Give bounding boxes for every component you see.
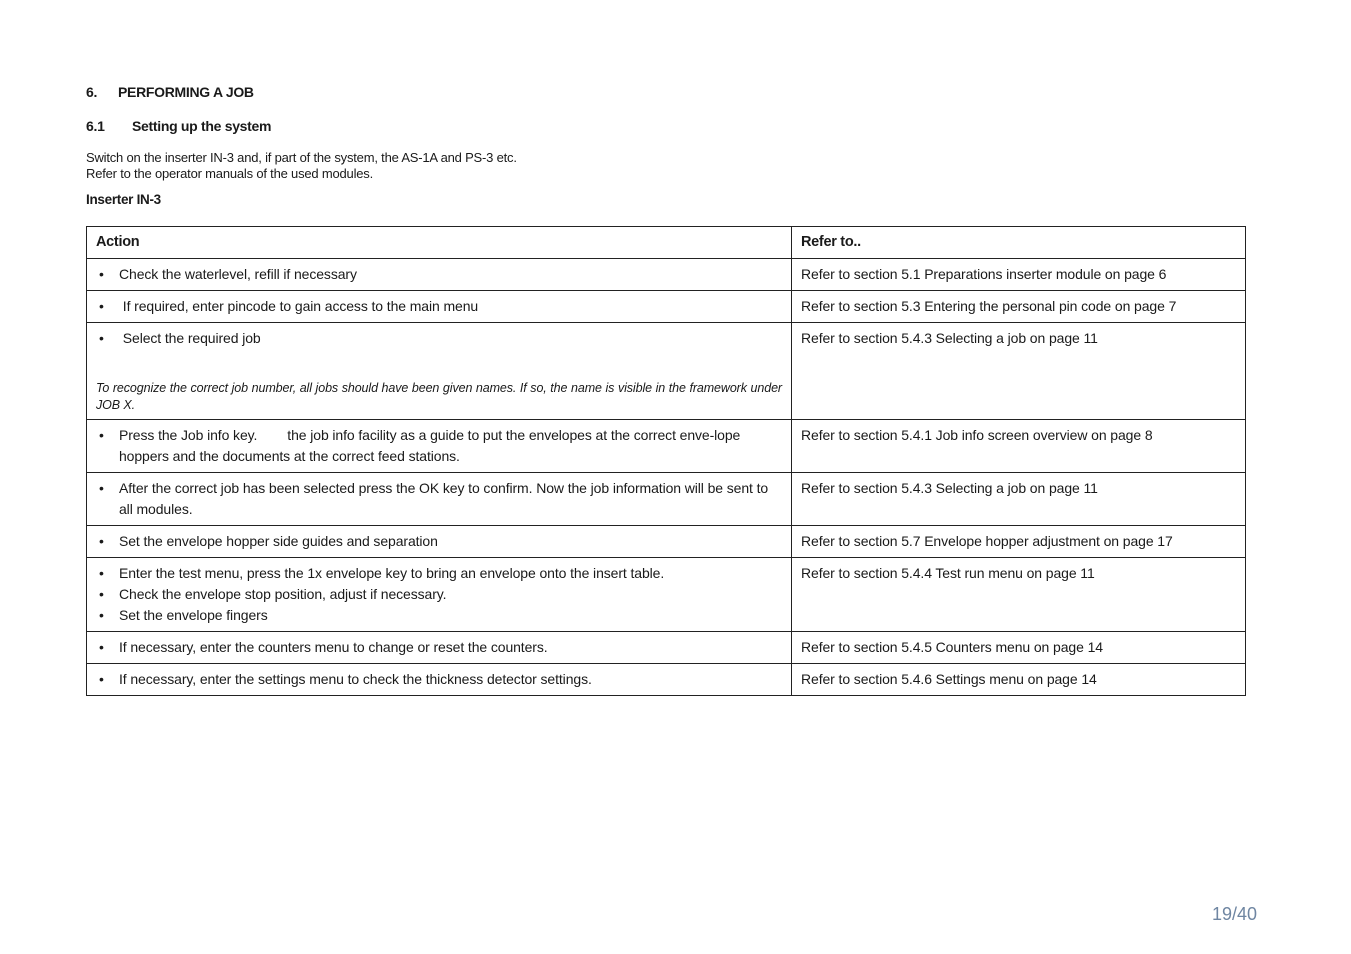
refer-cell: Refer to section 5.1 Preparations inserter module on page 6 [792, 259, 1246, 291]
action-cell [87, 473, 792, 526]
table-row [87, 420, 1246, 473]
action-cell [87, 526, 792, 558]
action-item: • Select the required job [96, 328, 782, 349]
page-number: 19/40 [1212, 904, 1258, 924]
table-row [87, 323, 1246, 420]
action-cell [87, 259, 792, 291]
action-item: • Set the envelope fingers [96, 605, 782, 626]
section-title: PERFORMING A JOB [118, 84, 254, 100]
table-row [87, 558, 1246, 632]
table-row [87, 291, 1246, 323]
action-cell [87, 323, 792, 420]
intro-line-1: Switch on the inserter IN-3 and, if part of the system, the AS-1A and PS-3 etc. [86, 150, 517, 165]
table-title: Inserter IN-3 [86, 192, 161, 207]
procedure-table [86, 226, 1246, 696]
table-row [87, 664, 1246, 696]
action-item: • If required, enter pincode to gain access to the main menu [96, 296, 782, 317]
section-number: 6. [86, 84, 98, 100]
table-row [87, 259, 1246, 291]
table-row [87, 632, 1246, 664]
refer-cell: Refer to section 5.3 Entering the personal pin code on page 7 [792, 291, 1246, 323]
table-row [87, 526, 1246, 558]
table-row [87, 473, 1246, 526]
table-header-row [87, 227, 1246, 259]
action-item: • Enter the test menu, press the 1x envelope key to bring an envelope onto the insert table. [96, 563, 782, 584]
header-action: Action [87, 227, 792, 259]
intro-line-2: Refer to the operator manuals of the used modules. [86, 166, 374, 181]
action-item: • Set the envelope hopper side guides and separation [96, 531, 782, 552]
action-item: • After the correct job has been selected press the OK key to confirm. Now the job information will be sent to all modules. [96, 478, 782, 520]
action-cell [87, 664, 792, 696]
refer-cell: Refer to section 5.7 Envelope hopper adjustment on page 17 [792, 526, 1246, 558]
subsection-title: Setting up the system [132, 118, 272, 134]
intro-paragraph [86, 150, 517, 182]
refer-cell: Refer to section 5.4.6 Settings menu on page 14 [792, 664, 1246, 696]
subsection-number: 6.1 [86, 118, 105, 134]
action-cell [87, 291, 792, 323]
refer-cell: Refer to section 5.4.4 Test run menu on page 11 [792, 558, 1246, 632]
action-item: • If necessary, enter the settings menu to check the thickness detector settings. [96, 669, 782, 690]
action-item-part-2: the job info facility as a guide to put the envelopes at the correct enve-lope hoppers and the documents at the correct feed stations. [119, 427, 741, 464]
refer-cell: Refer to section 5.4.1 Job info screen overview on page 8 [792, 420, 1246, 473]
refer-cell: Refer to section 5.4.5 Counters menu on page 14 [792, 632, 1246, 664]
action-item: • Check the envelope stop position, adjust if necessary. [96, 584, 782, 605]
action-item: • Check the waterlevel, refill if necessary [96, 264, 782, 285]
subsection-heading [86, 118, 271, 134]
action-item-part-1: Press the Job info key. [119, 427, 258, 443]
refer-cell: Refer to section 5.4.3 Selecting a job on page 11 [792, 323, 1246, 420]
action-cell [87, 632, 792, 664]
action-item [96, 425, 782, 467]
action-cell [87, 558, 792, 632]
header-refer: Refer to.. [792, 227, 1246, 259]
action-cell [87, 420, 792, 473]
job-name-note: To recognize the correct job number, all jobs should have been given names. If so, the name is visible in the framework under JOB X. [96, 381, 782, 412]
section-heading [86, 84, 254, 100]
action-item: • If necessary, enter the counters menu to change or reset the counters. [96, 637, 782, 658]
refer-cell: Refer to section 5.4.3 Selecting a job on page 11 [792, 473, 1246, 526]
